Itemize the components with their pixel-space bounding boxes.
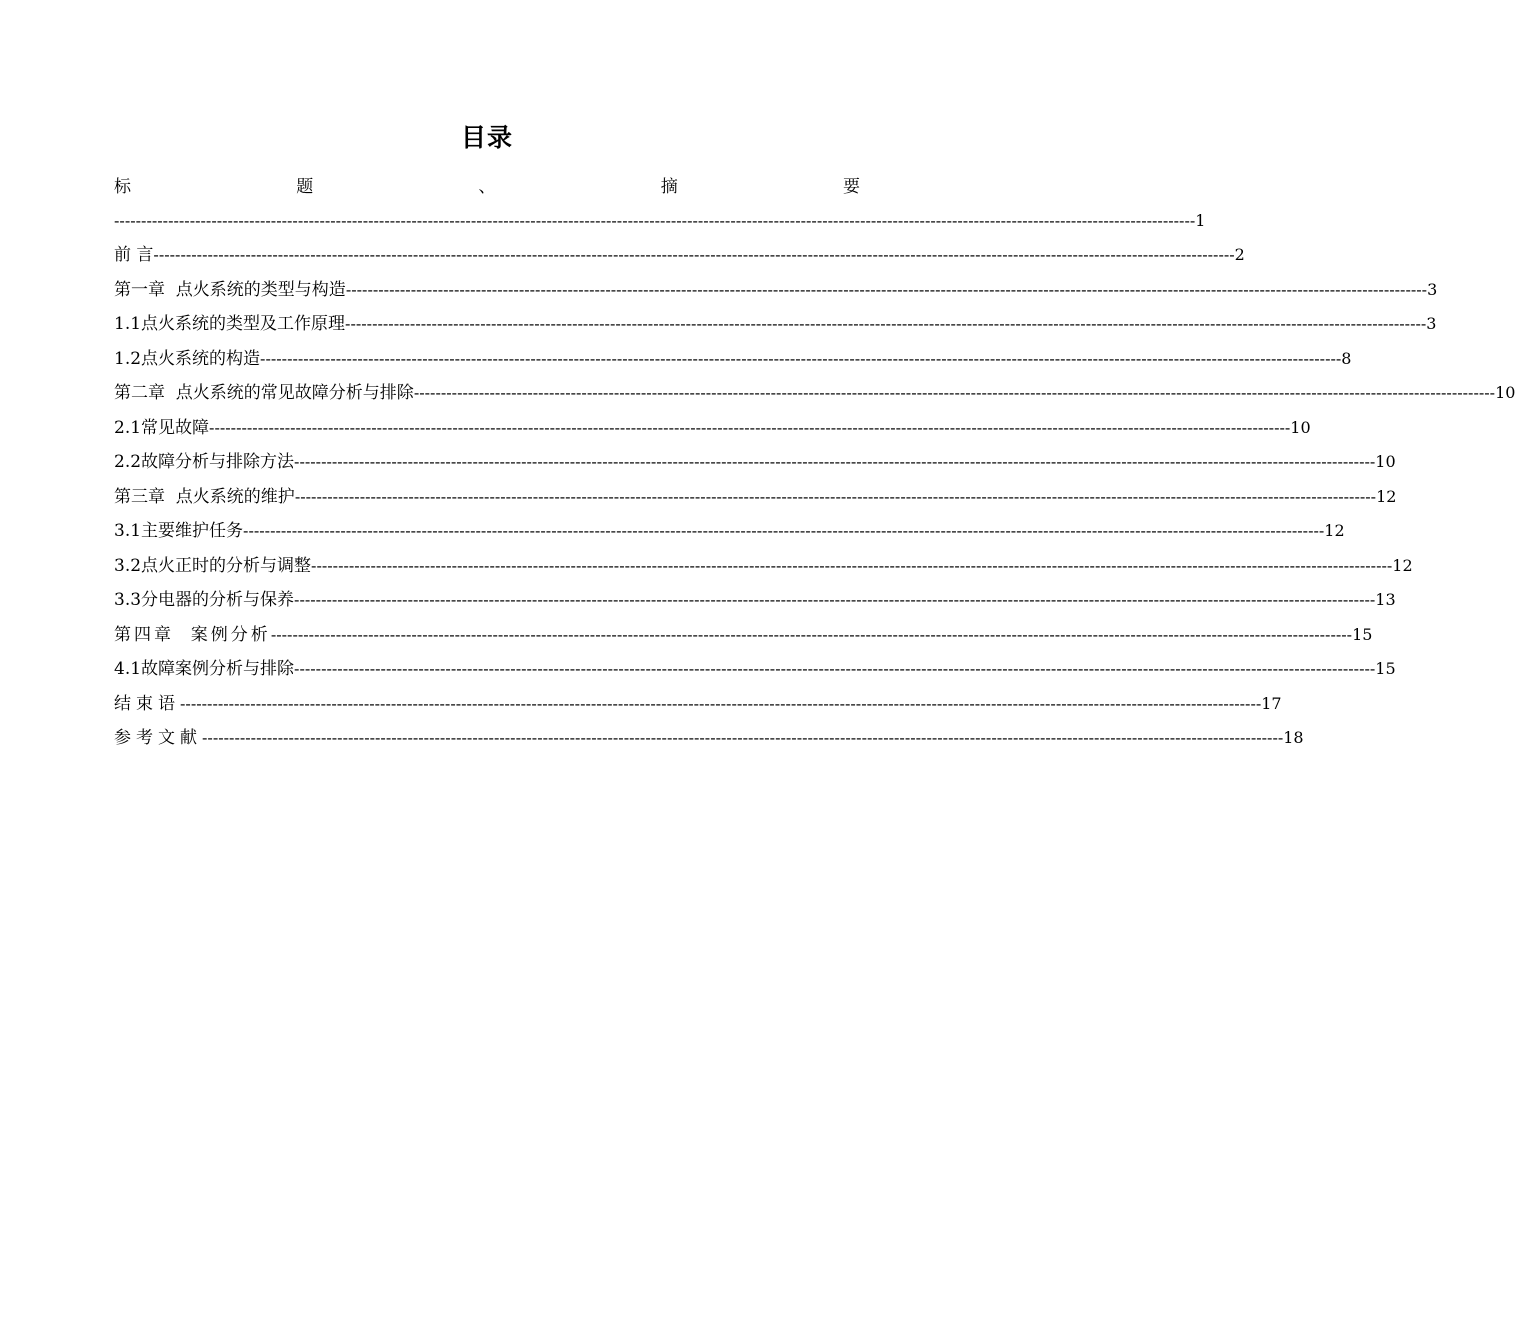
toc-entry[interactable] — [114, 583, 1396, 618]
dot-leader: -------------------------------------------------------------------------------------------------------------------------------------------------------------------------------------------------------- — [260, 348, 1342, 368]
toc-entry[interactable] — [114, 721, 1304, 756]
toc-entry-label: 1.1点火系统的类型及工作原理 — [114, 314, 346, 334]
toc-entry-page: 10 — [1290, 417, 1311, 437]
toc-entry-page: 3 — [1426, 314, 1437, 333]
toc-entry[interactable] — [114, 342, 1352, 377]
dot-leader: -------------------------------------------------------------------------------------------------------------------------------------------------------------------------------------------------------- — [294, 590, 1376, 609]
dot-leader: -------------------------------------------------------------------------------------------------------------------------------------------------------------------------------------------------------- — [270, 624, 1353, 644]
toc-entry-page: 10 — [1375, 452, 1396, 471]
toc-entry-label: 第四章 案例分析 — [114, 624, 271, 645]
toc-entry-page: 8 — [1341, 348, 1352, 368]
dot-leader: -------------------------------------------------------------------------------------------------------------------------------------------------------------------------------------------------------- — [114, 211, 1196, 230]
toc-entry-label: 4.1故障案例分析与排除 — [114, 659, 295, 679]
toc-entry[interactable] — [114, 273, 1438, 308]
toc-entry[interactable] — [114, 687, 1282, 722]
dot-leader: -------------------------------------------------------------------------------------------------------------------------------------------------------------------------------------------------------- — [243, 521, 1325, 540]
toc-entry-page: 17 — [1261, 693, 1282, 713]
toc-entry-page: 13 — [1375, 590, 1396, 609]
toc-entry-page: 18 — [1283, 728, 1304, 747]
dot-leader: -------------------------------------------------------------------------------------------------------------------------------------------------------------------------------------------------------- — [294, 486, 1377, 506]
toc-entry-label: 第三章 点火系统的维护 — [114, 486, 295, 507]
toc-entry-page: 1 — [1195, 211, 1206, 230]
toc-entry-abstract[interactable] — [114, 170, 1206, 238]
toc-entry-label: 3.2点火正时的分析与调整 — [114, 555, 312, 576]
toc-entry-page: 15 — [1352, 624, 1373, 644]
dot-leader: -------------------------------------------------------------------------------------------------------------------------------------------------------------------------------------------------------- — [345, 314, 1427, 333]
toc-entry-char: 题 — [296, 177, 314, 197]
toc-entry-leader-line — [114, 204, 1206, 238]
toc-entry[interactable] — [114, 376, 1515, 411]
toc-entry-page: 12 — [1376, 486, 1397, 506]
toc-entry[interactable] — [114, 238, 1245, 273]
toc-entry[interactable] — [114, 445, 1396, 480]
toc-entry-label: 第二章 点火系统的常见故障分析与排除 — [114, 383, 414, 403]
toc-entry-label: 参考文献 — [114, 728, 202, 748]
toc-entry-char: 标 — [114, 177, 131, 197]
toc-entry-label: 前 言 — [114, 245, 154, 265]
dot-leader: -------------------------------------------------------------------------------------------------------------------------------------------------------------------------------------------------------- — [209, 417, 1291, 437]
toc-entry-page: 10 — [1495, 383, 1515, 402]
dot-leader: -------------------------------------------------------------------------------------------------------------------------------------------------------------------------------------------------------- — [413, 383, 1496, 402]
toc-entry-page: 15 — [1375, 659, 1396, 678]
dot-leader: -------------------------------------------------------------------------------------------------------------------------------------------------------------------------------------------------------- — [153, 245, 1235, 264]
toc-entry-char: 摘 — [660, 177, 678, 197]
dot-leader: -------------------------------------------------------------------------------------------------------------------------------------------------------------------------------------------------------- — [294, 452, 1376, 471]
toc-entry-label: 1.2点火系统的构造 — [114, 348, 261, 369]
toc-entry[interactable] — [114, 618, 1373, 653]
toc-entry-page: 3 — [1427, 279, 1438, 299]
toc-list — [114, 170, 1515, 756]
toc-entry-label: 2.1常见故障 — [114, 417, 210, 438]
toc-title: 目录 — [460, 123, 513, 152]
dot-leader: -------------------------------------------------------------------------------------------------------------------------------------------------------------------------------------------------------- — [180, 693, 1262, 713]
dot-leader: -------------------------------------------------------------------------------------------------------------------------------------------------------------------------------------------------------- — [311, 555, 1393, 575]
toc-entry[interactable] — [114, 652, 1396, 687]
toc-entry[interactable] — [114, 480, 1397, 515]
toc-entry-page: 2 — [1234, 245, 1245, 264]
dot-leader: -------------------------------------------------------------------------------------------------------------------------------------------------------------------------------------------------------- — [345, 279, 1428, 299]
toc-entry[interactable] — [114, 307, 1437, 342]
toc-entry-page: 12 — [1392, 555, 1413, 575]
toc-entry[interactable] — [114, 549, 1413, 584]
toc-entry[interactable] — [114, 411, 1311, 446]
toc-entry[interactable] — [114, 514, 1345, 549]
toc-entry-label: 第一章 点火系统的类型与构造 — [114, 279, 346, 300]
toc-entry-label — [114, 170, 860, 204]
toc-entry-page: 12 — [1324, 521, 1345, 540]
dot-leader: -------------------------------------------------------------------------------------------------------------------------------------------------------------------------------------------------------- — [202, 728, 1284, 747]
dot-leader: -------------------------------------------------------------------------------------------------------------------------------------------------------------------------------------------------------- — [294, 659, 1376, 678]
toc-entry-label: 结束语 — [114, 693, 180, 714]
toc-entry-label: 2.2故障分析与排除方法 — [114, 452, 295, 472]
toc-entry-char: 要 — [843, 177, 860, 197]
toc-entry-label: 3.1主要维护任务 — [114, 521, 244, 541]
toc-entries — [114, 238, 1515, 756]
toc-entry-char: 、 — [478, 177, 496, 197]
toc-entry-label: 3.3分电器的分析与保养 — [114, 590, 295, 610]
